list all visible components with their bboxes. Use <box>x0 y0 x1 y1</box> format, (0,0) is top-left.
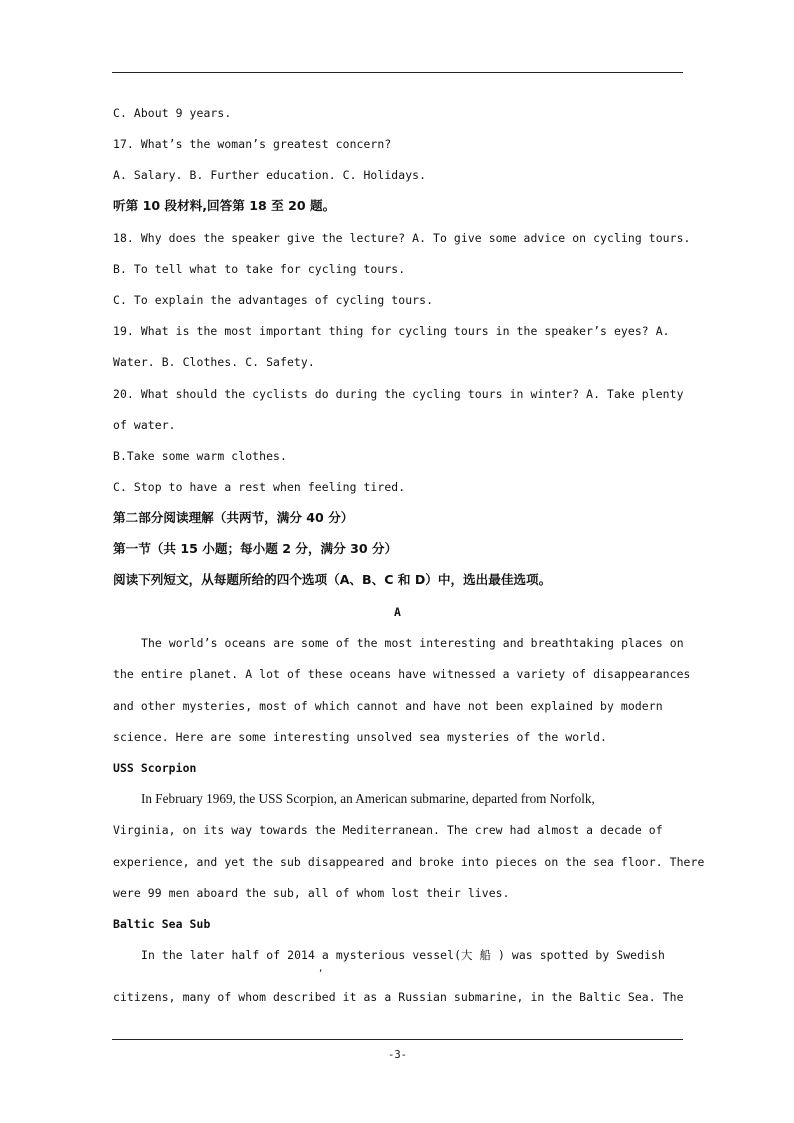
subheading-baltic-sea-sub: Baltic Sea Sub <box>113 917 211 931</box>
section-one-heading: 第一节（共 15 小题；每小题 2 分，满分 30 分） <box>113 541 398 556</box>
options-19: Water. B. Clothes. C. Safety. <box>113 355 315 369</box>
paragraph-line: science. Here are some interesting unsolved sea mysteries of the world. <box>113 730 607 744</box>
passage-label: A <box>394 605 401 619</box>
question-19: 19. What is the most important thing for cycling tours in the speaker’s eyes? A. <box>113 324 670 338</box>
paragraph-line: were 99 men aboard the sub, all of whom lost their lives. <box>113 886 510 900</box>
comma-mark: , <box>318 964 324 974</box>
question-18: 18. Why does the speaker give the lecture? A. To give some advice on cycling tours. <box>113 231 691 245</box>
question-17: 17. What’s the woman’s greatest concern? <box>113 137 392 151</box>
option-line: C. To explain the advantages of cycling tours. <box>113 293 434 307</box>
paragraph-line: the entire planet. A lot of these oceans have witnessed a variety of disappearances <box>113 667 691 681</box>
paragraph-line: experience, and yet the sub disappeared and broke into pieces on the sea floor. There <box>113 855 705 869</box>
option-line: C. About 9 years. <box>113 106 232 120</box>
section-instruction: 听第 10 段材料,回答第 18 至 20 题。 <box>113 198 336 213</box>
paragraph-line: In the later half of 2014 a mysterious vessel(大 船 ) was spotted by Swedish <box>141 948 665 962</box>
part-two-heading: 第二部分阅读理解（共两节，满分 40 分） <box>113 510 354 525</box>
option-line: C. Stop to have a rest when feeling tired. <box>113 480 406 494</box>
page-number: -3- <box>388 1049 407 1061</box>
question-20-cont: of water. <box>113 418 176 432</box>
paragraph-line: and other mysteries, most of which cannot and have not been explained by modern <box>113 699 663 713</box>
header-rule <box>112 72 683 73</box>
options-17: A. Salary. B. Further education. C. Holidays. <box>113 168 427 182</box>
subheading-uss-scorpion: USS Scorpion <box>113 761 197 775</box>
reading-instruction: 阅读下列短文，从每题所给的四个选项（A、B、C 和 D）中，选出最佳选项。 <box>113 572 552 587</box>
option-line: B.Take some warm clothes. <box>113 449 287 463</box>
footer-rule <box>112 1039 683 1040</box>
option-line: B. To tell what to take for cycling tours. <box>113 262 406 276</box>
paragraph-line: citizens, many of whom described it as a Russian submarine, in the Baltic Sea. The <box>113 990 684 1004</box>
question-20: 20. What should the cyclists do during the cycling tours in winter? A. Take plenty <box>113 387 684 401</box>
paragraph-line: The world’s oceans are some of the most interesting and breathtaking places on <box>141 636 684 650</box>
paragraph-line: In February 1969, the USS Scorpion, an American submarine, departed from Norfolk, <box>141 791 595 806</box>
paragraph-line: Virginia, on its way towards the Mediterranean. The crew had almost a decade of <box>113 823 663 837</box>
